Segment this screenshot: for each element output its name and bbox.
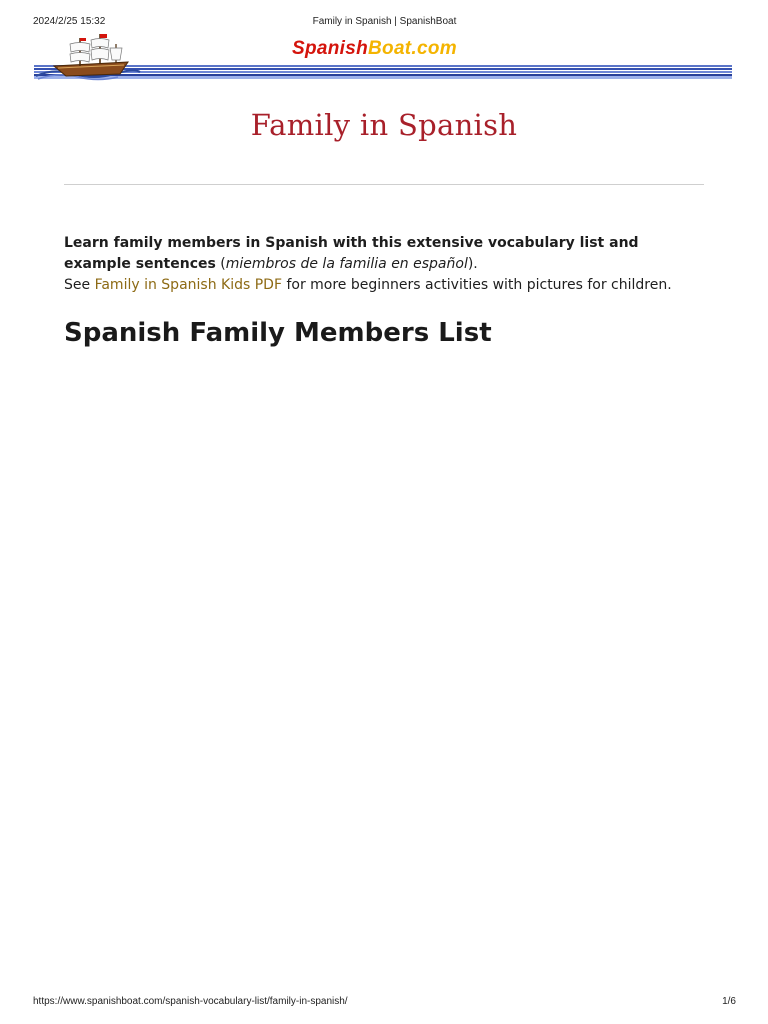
site-banner[interactable] xyxy=(34,32,732,82)
print-header xyxy=(33,16,736,30)
intro-bold-text: Learn family members in Spanish with this extensive vocabulary list and example sentences xyxy=(64,235,639,272)
print-document-title: Family in Spanish | SpanishBoat xyxy=(312,16,457,27)
site-logo[interactable] xyxy=(292,38,457,60)
intro-paren-open: ( xyxy=(215,256,226,272)
kids-pdf-link[interactable]: Family in Spanish Kids PDF xyxy=(94,277,282,293)
intro-italic-text: miembros de la familia en español xyxy=(225,256,468,272)
intro-see-suffix: for more beginners activities with pictures for children. xyxy=(282,277,672,293)
intro-paragraph xyxy=(64,233,684,296)
section-heading: Spanish Family Members List xyxy=(64,318,492,348)
print-page-number: 1/6 xyxy=(722,996,736,1007)
page-title: Family in Spanish xyxy=(250,108,518,142)
print-url: https://www.spanishboat.com/spanish-vocabulary-list/family-in-spanish/ xyxy=(33,996,348,1007)
print-datetime: 2024/2/25 15:32 xyxy=(33,16,106,27)
title-divider xyxy=(64,184,704,185)
logo-text-boat: Boat.com xyxy=(368,38,457,59)
intro-see-prefix: See xyxy=(64,277,95,293)
intro-paren-close: ). xyxy=(467,256,478,272)
sailing-ship-icon xyxy=(34,32,142,82)
logo-text-spanish: Spanish xyxy=(292,38,369,59)
print-footer xyxy=(33,996,736,1010)
